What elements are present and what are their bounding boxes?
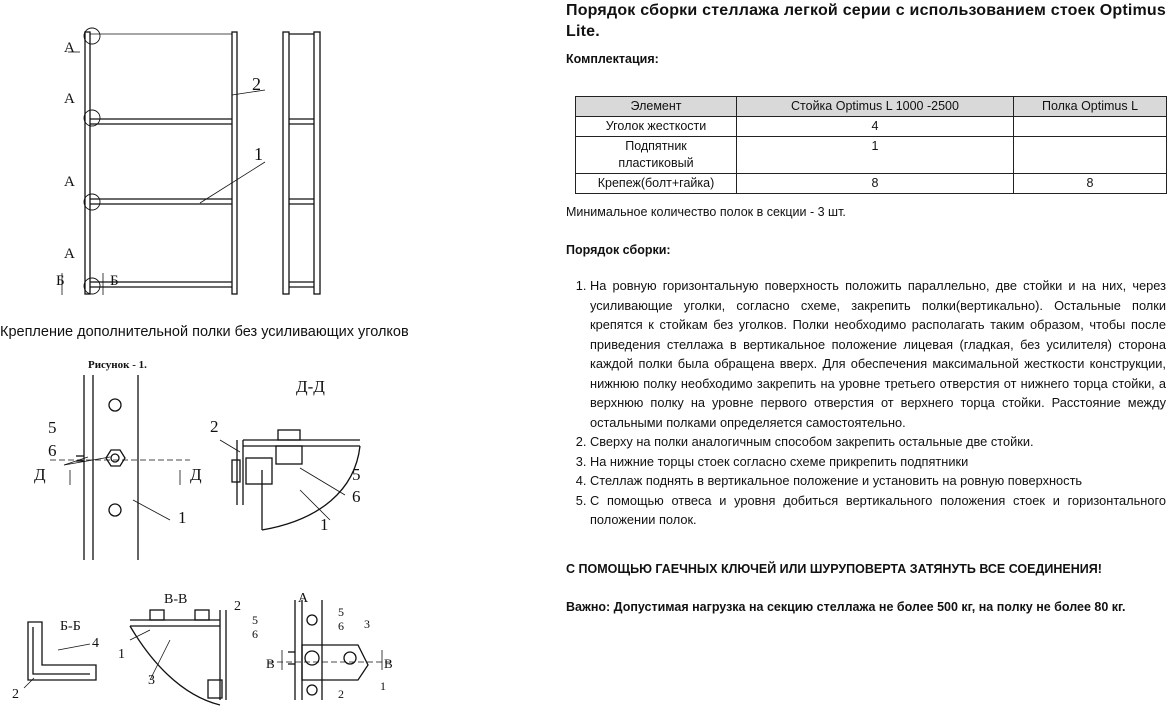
label-2-a: 2 [338,687,344,701]
page-title: Порядок сборки стеллажа легкой серии с использованием стоек Optimus Lite. [566,2,1166,40]
kit-cell-rack: 1 [737,137,1014,174]
label-v-left: В [266,656,275,671]
kit-cell-element: Крепеж(болт+гайка) [576,174,737,194]
load-limit-note: Важно: Допустимая нагрузка на секцию стеллажа не более 500 кг, на полку не более 80 кг. [566,600,1126,614]
rack-front-view [62,28,265,295]
drawing-caption: Крепление дополнительной полки без усиливающих уголков [0,324,409,340]
label-view-a: А [298,591,309,606]
assembly-heading: Порядок сборки: [566,243,671,257]
kit-heading: Комплектация: [566,52,659,66]
label-4-bb: 4 [92,636,99,651]
label-b-left: Б [56,273,65,289]
list-item: 5. С помощью отвеса и уровня добиться вертикального положения стоек и горизонтального положении полок. [590,491,1166,530]
assembly-drawings [0,0,560,711]
label-1-a: 1 [380,679,386,693]
list-item: 1. На ровную горизонтальную поверхность положить параллельно, две стойки и на них, через усиливающие уголки, согласно схеме, закрепить полки(вертикально). Остальные полки крепятся к стойкам без уголков. Полки необходимо располагать таким образом, чтобы после приведения стеллажа в вертикальное положение лицевая (гладкая, без усилителя) сторона каждой полки была обращена вверх. Для обеспечения максимальной жесткости конструкции, нижнюю полку необходимо закрепить на уровне третьего отверстия от нижнего торца стойки, а верхнюю полку на уровне первого отверстия от верхнего торца стойки. Расстояние между остальными полками определяется самостоятельно. [590,276,1166,432]
label-d-right: Д [190,465,202,484]
label-3-vv: 3 [148,673,155,688]
label-a-3: А [64,174,75,190]
kit-cell-rack: 8 [737,174,1014,194]
table-row [576,137,1167,174]
kit-cell-shelf: 8 [1014,174,1167,194]
kit-table-header-row [576,97,1167,117]
assembly-steps [566,276,1166,530]
kit-cell-rack: 4 [737,117,1014,137]
label-5-vv: 5 [252,613,258,627]
kit-col-shelf: Полка Optimus L [1014,97,1167,117]
detail-section-vv [130,610,226,705]
kit-cell-shelf [1014,137,1167,174]
label-6-dd: 6 [352,487,361,506]
label-1-dd: 1 [320,515,329,534]
list-item: 3. На нижние торцы стоек согласно схеме прикрепить подпятники [590,452,1166,472]
label-5-a: 5 [338,605,344,619]
label-2-vv: 2 [234,599,241,614]
label-part-2-rack: 2 [252,74,261,94]
label-section-vv: В-В [164,592,188,607]
label-a-1: А [64,40,75,56]
detail-view-a [268,600,390,700]
kit-cell-element [576,137,737,174]
label-3-a: 3 [364,617,370,631]
label-2-bb: 2 [12,687,19,702]
kit-col-rack: Стойка Optimus L 1000 -2500 [737,97,1014,117]
instructions-panel [566,0,1166,66]
label-part-1-rack: 1 [254,144,263,164]
label-5-dd: 5 [352,465,361,484]
label-b-right: Б [110,273,119,289]
label-section-dd: Д-Д [296,377,325,396]
detail-section-dd [220,430,360,530]
label-a-4: А [64,246,75,262]
figure-label: Рисунок - 1. [88,359,147,371]
kit-cell-element: Уголок жесткости [576,117,737,137]
tighten-note: С ПОМОЩЬЮ ГАЕЧНЫХ КЛЮЧЕЙ ИЛИ ШУРУПОВЕРТА ЗАТЯНУТЬ ВСЕ СОЕДИНЕНИЯ! [566,562,1102,576]
label-section-bb: Б-Б [60,619,81,634]
table-row [576,117,1167,137]
list-item: 2. Сверху на полки аналогичным способом закрепить остальные две стойки. [590,432,1166,452]
kit-table [575,96,1167,194]
label-v-right: В [384,656,393,671]
drawing-canvas [0,0,560,711]
kit-cell-shelf [1014,117,1167,137]
list-item: 4. Стеллаж поднять в вертикальное положение и установить на ровную поверхность [590,471,1166,491]
table-row [576,174,1167,194]
label-5-joint: 5 [48,418,57,437]
rack-side-view [283,32,320,294]
drawing-labels [12,40,393,702]
label-6-joint: 6 [48,441,57,460]
min-shelves-note: Минимальное количество полок в секции - 3 шт. [566,205,846,219]
label-6-vv: 6 [252,627,258,641]
label-1-joint: 1 [178,508,187,527]
kit-cell-element-line1: Подпятник [625,139,687,153]
kit-cell-element-line2: пластиковый [618,156,694,170]
label-a-2: А [64,91,75,107]
label-1-vv: 1 [118,647,125,662]
kit-col-element: Элемент [576,97,737,117]
detail-bolt-joint [50,375,190,560]
label-6-a: 6 [338,619,344,633]
label-d-left: Д [34,465,46,484]
label-2-dd: 2 [210,417,219,436]
